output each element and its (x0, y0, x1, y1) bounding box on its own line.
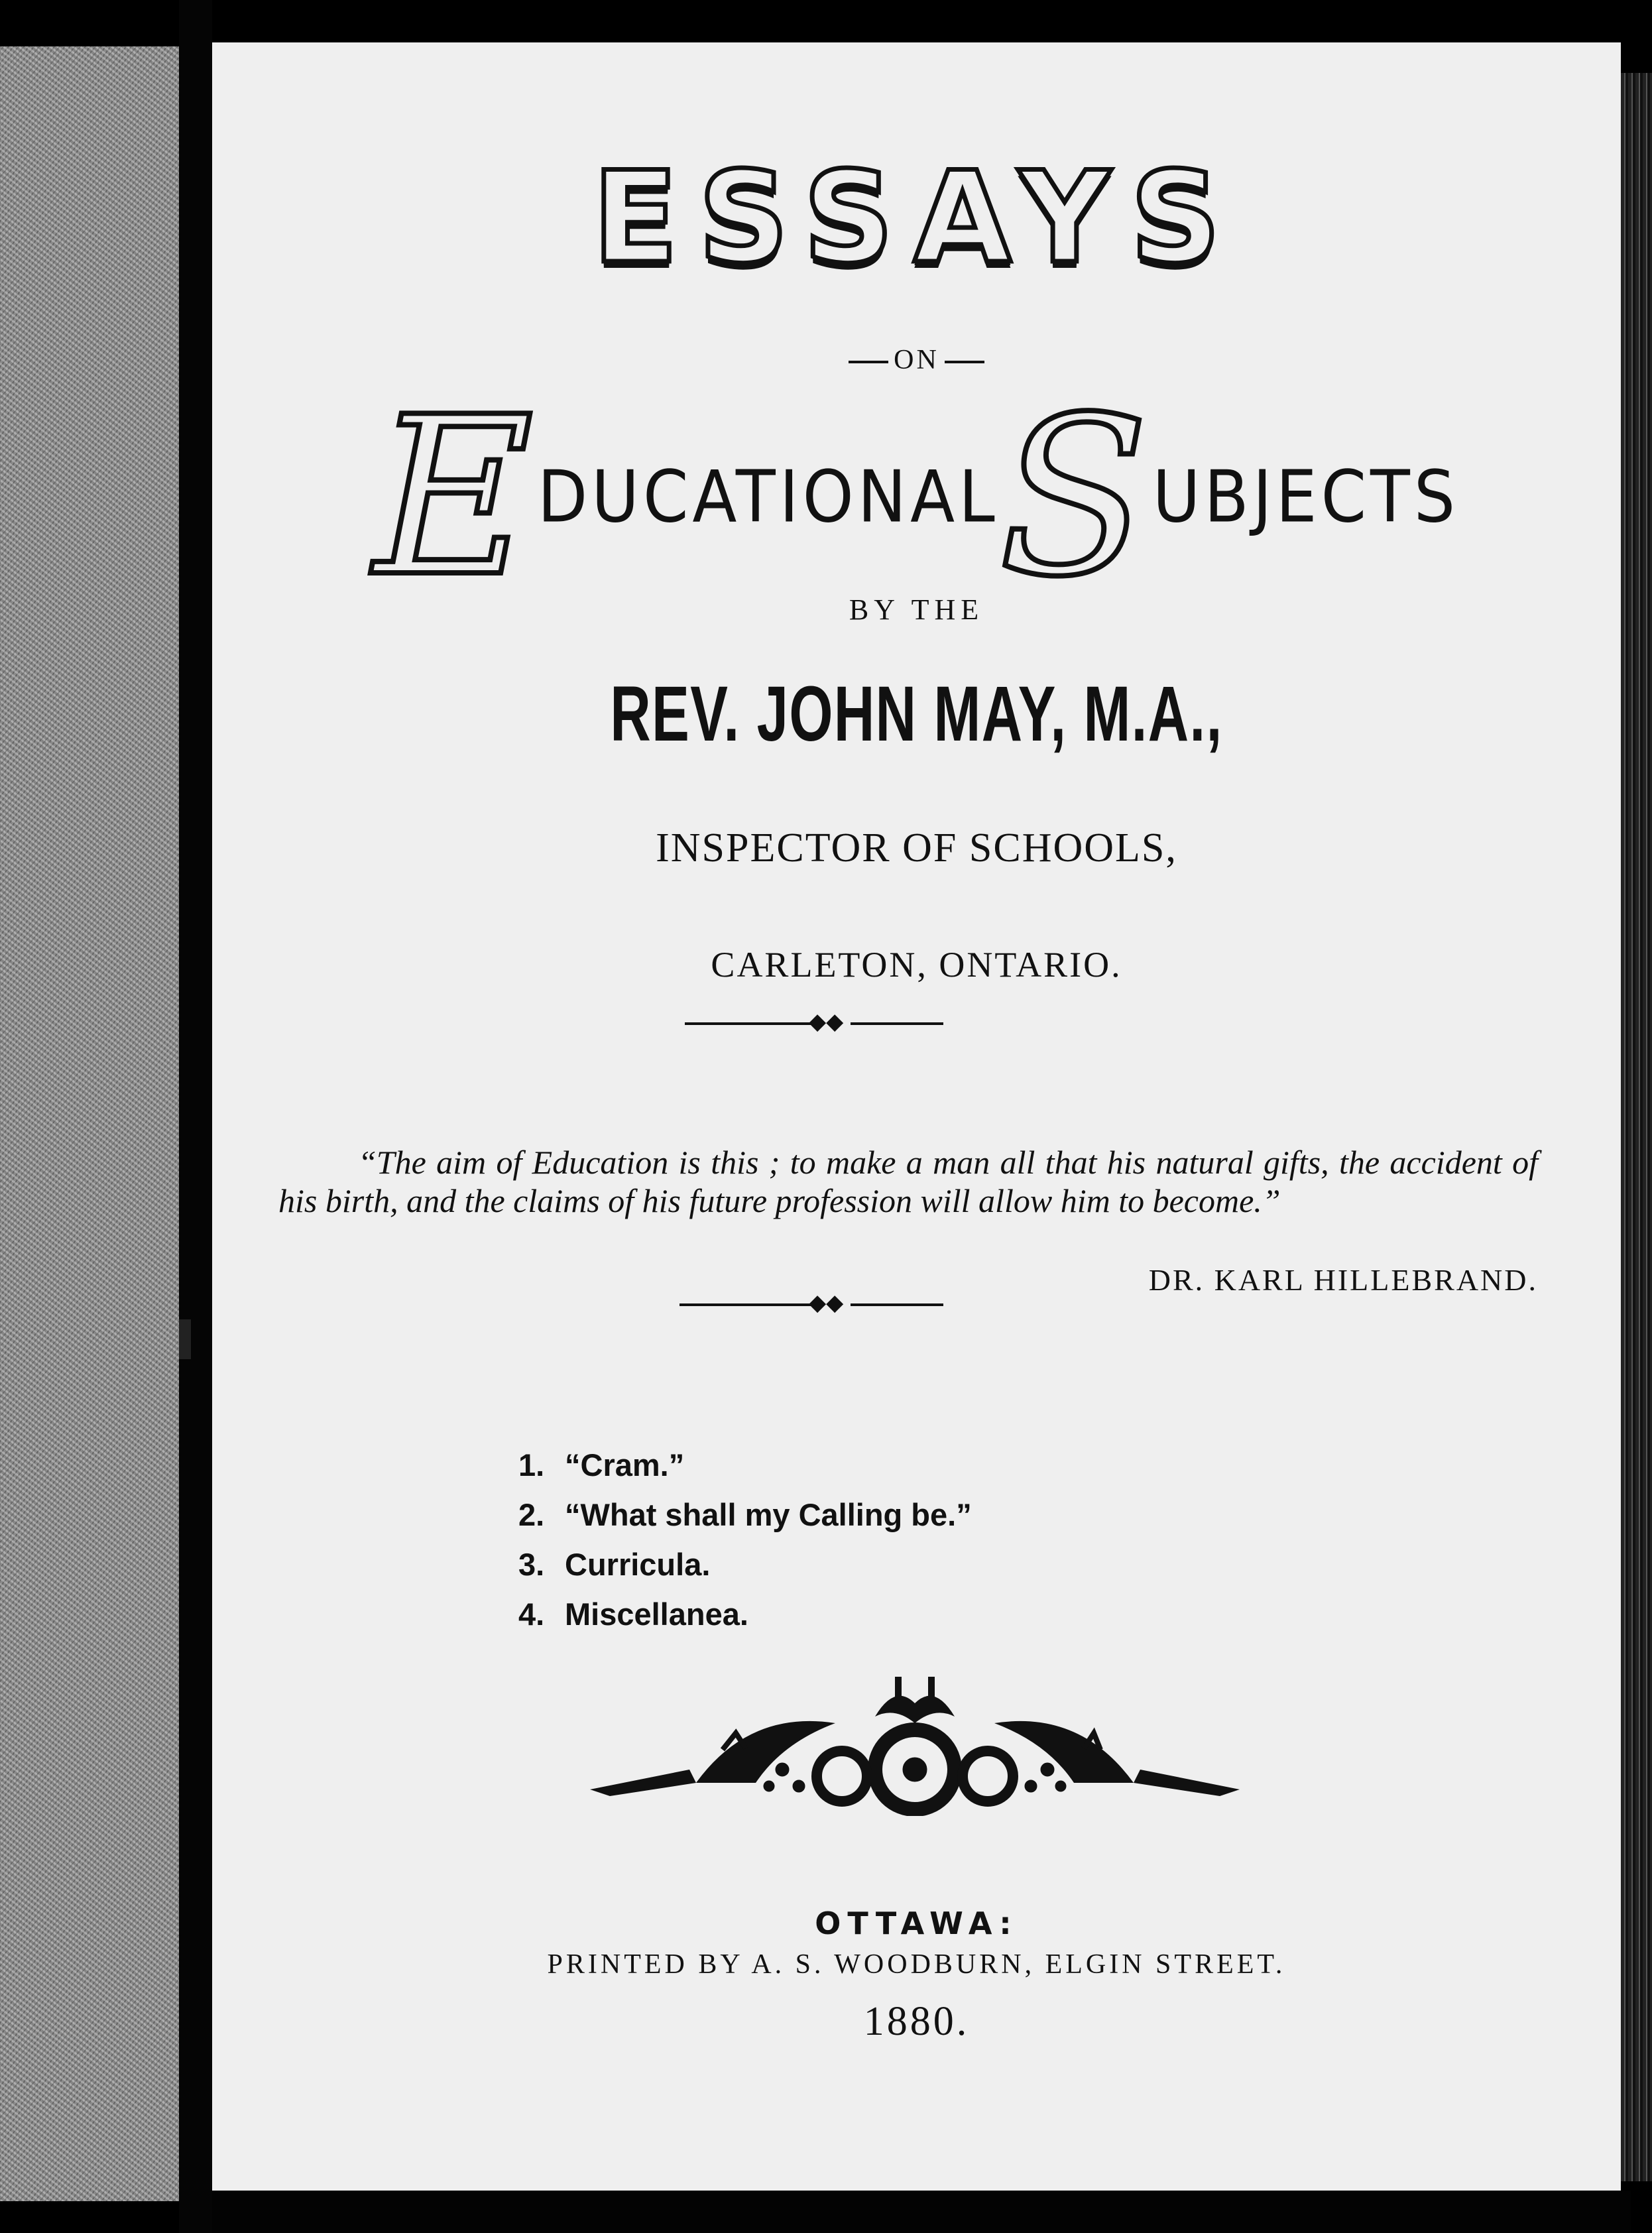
imprint-printer: PRINTED BY A. S. WOODBURN, ELGIN STREET. (547, 1949, 1286, 1980)
title-main: ESSAYS (592, 145, 1241, 291)
epigraph-attribution: DR. KARL HILLEBRAND. (1148, 1263, 1538, 1297)
connector-text: ON (894, 345, 939, 375)
book-spine-shadow (179, 0, 212, 2233)
subject-word-2: UBJECTS (1152, 455, 1460, 539)
imprint-year: 1880. (863, 1999, 970, 2044)
binding-mark (179, 1319, 191, 1359)
book-cover-board (0, 46, 179, 2201)
author-position: INSPECTOR OF SCHOOLS, (656, 825, 1177, 871)
list-item: 4. Miscellanea. (518, 1597, 748, 1632)
contents-list (518, 1440, 972, 1639)
list-item: 3. Curricula. (518, 1547, 711, 1582)
scroll-ornament-icon (583, 1670, 1246, 1816)
list-item: 1. “Cram.” (518, 1447, 685, 1482)
page-stack-edge (1621, 73, 1652, 2181)
author-location: CARLETON, ONTARIO. (711, 945, 1122, 985)
list-item: 2. “What shall my Calling be.” (518, 1497, 972, 1532)
decorative-initial-e: E (373, 370, 538, 625)
dash-right (945, 361, 984, 363)
imprint-place: OTTAWA: (815, 1905, 1018, 1941)
subject-word-1: DUCATIONAL (537, 455, 999, 539)
author-name: REV. JOHN MAY, M.A., (610, 670, 1223, 758)
epigraph-text: “The aim of Education is this ; to make a man all that his natural gifts, the accident of his birth, and the claims of his future profession will allow him to become.” (278, 1144, 1538, 1219)
dash-left (849, 361, 888, 363)
title-page: ESSAYS ON EDUCATIONALSUBJECTS BY THE REV. JOHN MAY, M.A., INSPECTOR OF SCHOOLS, CARLETON, ONTARIO. ◆◆ “The aim of Education is this ; to make a man all that his natural gifts, the accident of his birth, and the claims of his future profession will allow him to become.” DR. KARL HILLEBRAND. ◆◆ 1. “Cram.” 2. “What shall my Calling be.” 3. Curricula. 4. Miscellanea. OTTAWA: PRINTED BY A. S. WOODBURN, ELGIN STREET. 1880. (212, 42, 1621, 2191)
byline-intro: BY THE (849, 593, 984, 626)
decorative-initial-s: S (998, 370, 1153, 625)
page-bottom-shadow (212, 2191, 1631, 2233)
